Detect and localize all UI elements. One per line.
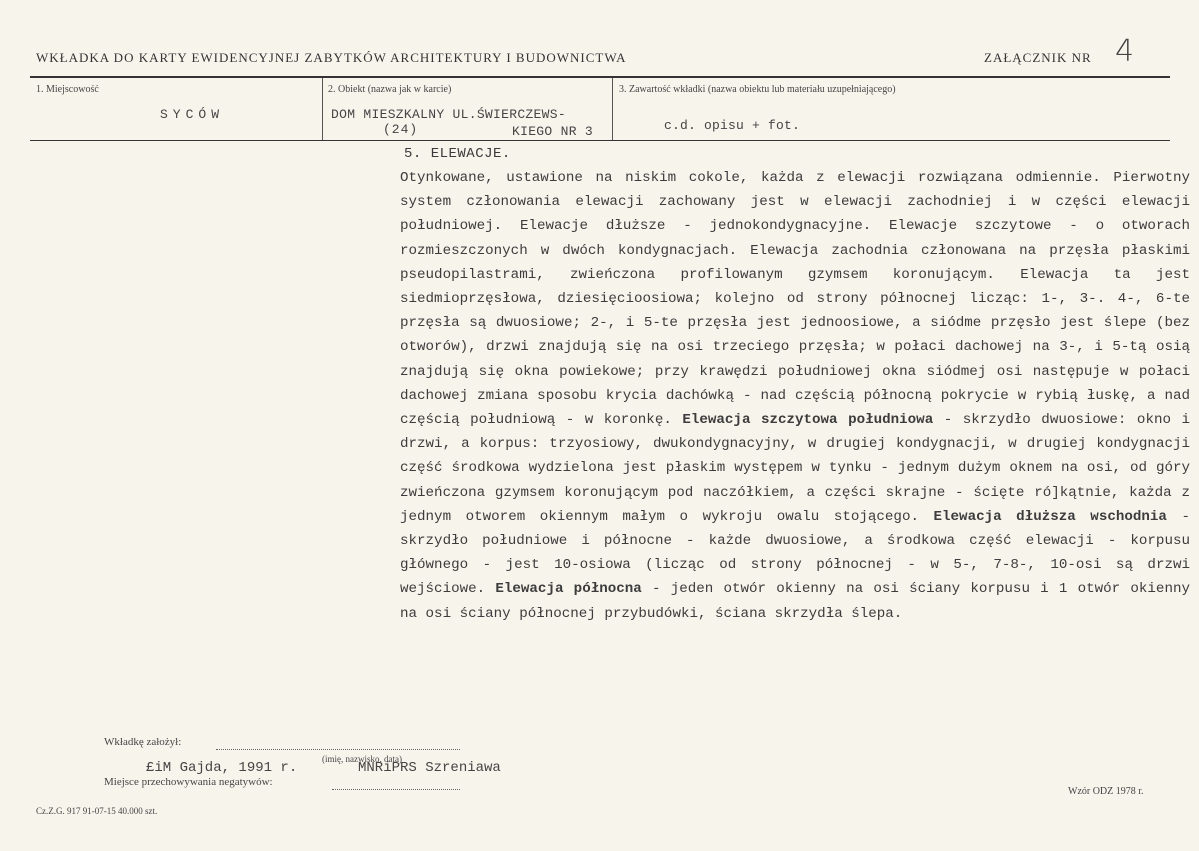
bold-heading-east: Elewacja dłuższa wschodnia xyxy=(933,508,1167,525)
bold-heading-south: Elewacja szczytowa południowa xyxy=(682,412,934,429)
print-info: Cz.Z.G. 917 91-07-15 40.000 szt. xyxy=(36,806,158,816)
fields-bottom-divider xyxy=(30,140,1170,141)
form-title: WKŁADKA DO KARTY EWIDENCYJNEJ ZABYTKÓW ARCHITEKTURY I BUDOWNICTWA xyxy=(36,50,627,65)
field-divider-1 xyxy=(322,78,323,140)
field-divider-2 xyxy=(612,78,613,140)
object-value-line2b: KIEGO NR 3 xyxy=(512,124,594,139)
attachment-number: 4 xyxy=(1115,34,1135,69)
contents-label: 3. Zawartość wkładki (nazwa obiektu lub materiału uzupełniającego) xyxy=(619,84,896,95)
object-value-line2a: (24) xyxy=(383,122,419,137)
attachment-label: ZAŁĄCZNIK NR xyxy=(984,50,1092,65)
object-value-line1: DOM MIESZKALNY UL.ŚWIERCZEWS- xyxy=(331,107,566,122)
section-paragraph xyxy=(400,166,1190,626)
text-south: - skrzydło dwuosiowe: okno i drzwi, a korpus: trzyosiowy, dwukondygnacyjny, w drugiej kondygnacji, w drugiej kondygnacji część środkowa wydzielona jest płaskim występem w tynku - jednym dużym oknem na osi, od góry zwieńczona gzymsem koronującym pod naczółkiem, a części skrajne - ścięte ró]kątnie, każda z jednym otworem okiennym małym o wykroju owalu stojącego. xyxy=(400,412,1190,525)
text-north: - jeden otwór okienny na osi ściany korpusu i 1 otwór okienny na osi ściany północnej przybudówki, ściana skrzydła ślepa. xyxy=(400,581,1190,622)
section-title: 5. ELEWACJE. xyxy=(404,146,511,162)
created-dotted-line xyxy=(216,748,460,750)
location-label: 1. Miejscowość xyxy=(36,84,99,95)
object-label: 2. Obiekt (nazwa jak w karcie) xyxy=(328,84,452,95)
negatives-dotted-line xyxy=(332,788,460,790)
section-body xyxy=(400,166,1190,626)
negatives-label: Miejsce przechowywania negatywów: xyxy=(104,776,273,788)
created-label: Wkładkę założył: xyxy=(104,736,182,748)
section-paragraph-text: Otynkowane, ustawione na niskim cokole, każda z elewacji rozwiązana odmiennie. Pierwotny system członowania elewacji zachowany jest w elewacji zachodniej i w części elewacji południowej. Elewacje dłuższe - jednokondygnacyjne. Elewacje szczytowe - o otworach rozmieszczonych w dwóch kondygnacjach. Elewacja zachodnia członowana na przęsła płaskimi pseudopilastrami, zwieńczona profilowanym gzymsem koronującym. Elewacja ta jest siedmioprzęsłowa, dziesięcioosiowa; kolejno od strony północnej licząc: 1-, 3-. 4-, 6-te przęsła są dwuosiowe; 2-, i 5-te przęsła jest jednoosiowe, a siódme przęsło jest ślepe (bez otworów), drzwi znajdują się na osi trzeciego przęsła; w połaci dachowej na 3-, i 5-tą osią znajdują się okna powiekowe; przy krawędzi południowej okna siódmej osi następuje w połaci dachowej zmiana sposobu krycia dachówką - nad częścią północną pokrycie w rybią łuskę, a nad częścią południową - w koronkę. xyxy=(400,170,1190,429)
form-info: Wzór ODZ 1978 r. xyxy=(1068,786,1144,797)
header-divider xyxy=(30,76,1170,78)
negatives-value: MNRiPRS Szreniawa xyxy=(358,760,501,776)
author-value: £iM Gajda, 1991 r. xyxy=(146,760,298,776)
bold-heading-north: Elewacja północna xyxy=(495,581,642,598)
created-sub: (imię, nazwisko, data) xyxy=(322,754,402,764)
location-value: SYCÓW xyxy=(160,107,225,122)
text-east: - skrzydło południowe i północne - każde dwuosiowe, a środkowa część elewacji - korpusu głównego - jest 10-osiowa (licząc od strony północnej - w 5-, 7-8-, 10-osi są drzwi wejściowe. xyxy=(400,508,1190,598)
contents-value: c.d. opisu + fot. xyxy=(664,118,801,133)
